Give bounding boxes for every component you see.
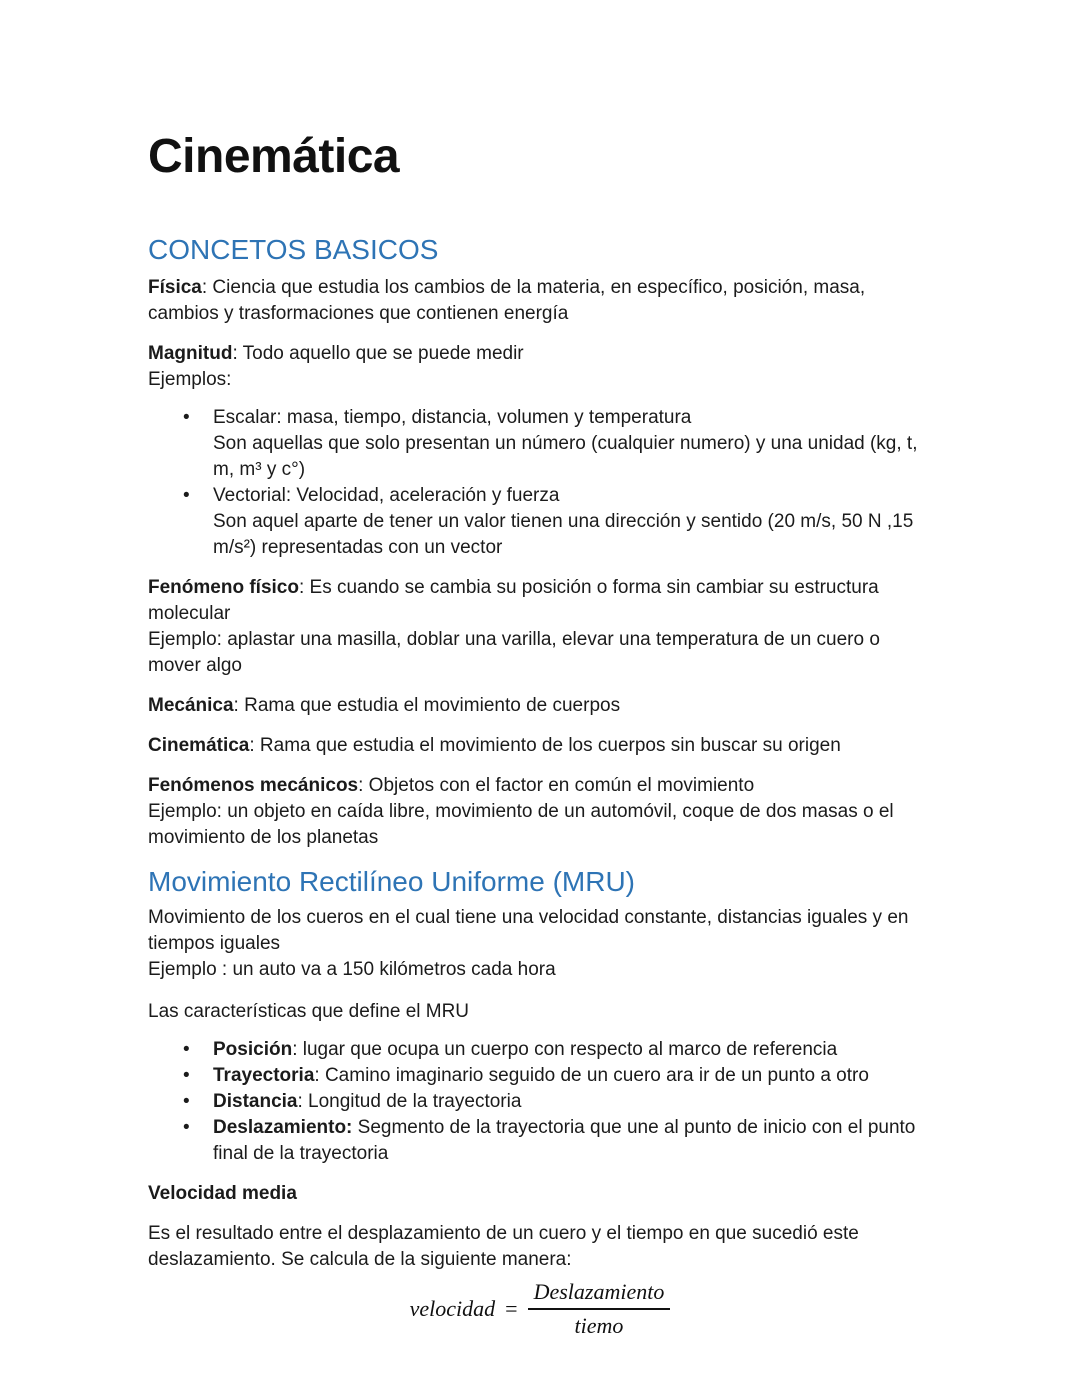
formula-numerator: Deslazamiento xyxy=(528,1279,671,1310)
formula-denominator: tiemo xyxy=(574,1313,624,1338)
list-item-posicion xyxy=(213,1037,932,1063)
paragraph-text: : Rama que estudia el movimiento de cuerpos xyxy=(233,695,621,716)
paragraph-velocidad-media xyxy=(148,1181,932,1207)
paragraph-text: Ejemplo : un auto va a 150 kilómetros cada hora xyxy=(148,959,556,980)
paragraph-text: : Objetos con el factor en común el movimiento xyxy=(358,775,755,796)
term-distancia: Distancia xyxy=(213,1091,298,1112)
list-item-escalar xyxy=(213,405,932,483)
bullet-line: : Camino imaginario seguido de un cuero ara ir de un punto a otro xyxy=(314,1065,869,1086)
paragraph-text: : Ciencia que estudia los cambios de la materia, en específico, posición, masa, cambios y trasformaciones que contienen energía xyxy=(148,277,866,324)
term-posicion: Posición xyxy=(213,1039,293,1060)
list-item-trayectoria xyxy=(213,1063,932,1089)
bullet-line: Vectorial: Velocidad, aceleración y fuerza xyxy=(213,485,560,506)
paragraph-text: : Es cuando se cambia su posición o forma sin cambiar su estructura molecular xyxy=(148,577,879,624)
magnitud-types-list xyxy=(148,405,932,561)
paragraph-fenomeno-fisico xyxy=(148,575,932,679)
bullet-line: Segmento de la trayectoria que une al punto de inicio con el punto final de la trayectoria xyxy=(213,1117,916,1164)
velocity-formula xyxy=(148,1279,932,1339)
paragraph-text: : Todo aquello que se puede medir xyxy=(232,343,524,364)
term-deslazamiento: Deslazamiento: xyxy=(213,1117,353,1138)
bullet-line: Son aquel aparte de tener un valor tienen una dirección y sentido (20 m/s, 50 N ,15 m/s²) representadas con un vector xyxy=(213,511,914,558)
paragraph-text: Movimiento de los cueros en el cual tiene una velocidad constante, distancias iguales y en tiempos iguales xyxy=(148,907,909,954)
document-title: Cinemática xyxy=(148,130,400,183)
section-heading-concetos-basicos: CONCETOS BASICOS xyxy=(148,234,439,265)
formula-lhs: velocidad xyxy=(409,1296,496,1321)
section-heading-mru: Movimiento Rectilíneo Uniforme (MRU) xyxy=(148,866,636,897)
paragraph-text: Ejemplo: aplastar una masilla, doblar una varilla, elevar una temperatura de un cuero o mover algo xyxy=(148,629,880,676)
paragraph-magnitud xyxy=(148,341,932,393)
list-item-distancia xyxy=(213,1089,932,1115)
paragraph-fisica xyxy=(148,275,932,327)
term-velocidad-media: Velocidad media xyxy=(148,1183,297,1204)
term-fisica: Física xyxy=(148,277,202,298)
paragraph-text: Es el resultado entre el desplazamiento de un cuero y el tiempo en que sucedió este deslazamiento. Se calcula de la siguiente manera: xyxy=(148,1223,859,1270)
bullet-line: : lugar que ocupa un cuerpo con respecto al marco de referencia xyxy=(292,1039,838,1060)
bullet-line: Son aquellas que solo presentan un número (cualquier numero) y una unidad (kg, t, m, m³ y c°) xyxy=(213,433,918,480)
term-magnitud: Magnitud xyxy=(148,343,233,364)
term-mecanica: Mecánica xyxy=(148,695,234,716)
paragraph-text: Las características que define el MRU xyxy=(148,1001,470,1022)
term-cinematica: Cinemática xyxy=(148,735,250,756)
paragraph-text: : Rama que estudia el movimiento de los cuerpos sin buscar su origen xyxy=(249,735,841,756)
paragraph-mru-intro xyxy=(148,905,932,983)
term-trayectoria: Trayectoria xyxy=(213,1065,315,1086)
term-fenomenos-mecanicos: Fenómenos mecánicos xyxy=(148,775,359,796)
paragraph-caracteristicas xyxy=(148,999,932,1025)
term-fenomeno-fisico: Fenómeno físico xyxy=(148,577,299,598)
bullet-line: : Longitud de la trayectoria xyxy=(297,1091,522,1112)
paragraph-text: Ejemplo: un objeto en caída libre, movimiento de un automóvil, coque de dos masas o el movimiento de los planetas xyxy=(148,801,894,848)
bullet-line: Escalar: masa, tiempo, distancia, volumen y temperatura xyxy=(213,407,692,428)
formula-fraction xyxy=(528,1279,671,1339)
list-item-vectorial xyxy=(213,483,932,561)
list-item-deslazamiento xyxy=(213,1115,932,1167)
paragraph-cinematica xyxy=(148,733,932,759)
paragraph-fenomenos-mecanicos xyxy=(148,773,932,851)
mru-characteristics-list xyxy=(148,1037,932,1167)
formula-equals-sign: = xyxy=(505,1296,518,1321)
paragraph-mecanica xyxy=(148,693,932,719)
ejemplos-label: Ejemplos: xyxy=(148,369,232,390)
paragraph-velocidad-desc xyxy=(148,1221,932,1273)
